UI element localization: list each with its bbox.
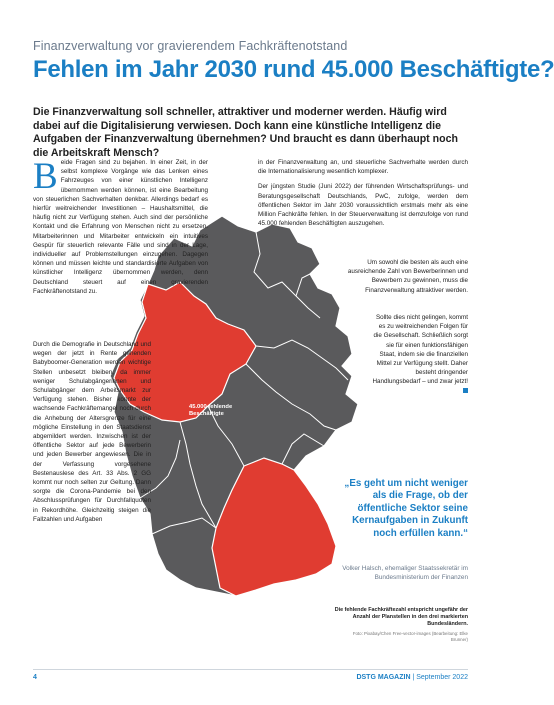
col2-paragraph-2: Der jüngsten Studie (Juni 2022) der führenden Wirtschaftsprüfungs- und Beratungsgesellschaft Deutschlands, PwC, zufolge, werden dem öffentlichen Sektor im Jahr 2030 voraussichtlich erstmals mehr als eine Million Fachkräfte fehlen. In der Steuerverwaltung ist demzufolge von rund 45.000 fehlenden Beschäftigten auszugehen. bbox=[258, 183, 468, 228]
page-number: 4 bbox=[33, 674, 37, 681]
quote-author: Volker Halsch, ehemaliger Staatssekretär im Bundesministerium der Finanzen bbox=[342, 565, 468, 581]
col2-paragraph-3: Um sowohl die besten als auch eine ausreichende Zahl von Bewerberinnen und Bewerbern zu gewinnen, muss die Finanzverwaltung attraktiver werden. bbox=[347, 259, 468, 294]
col2-paragraph-4 bbox=[372, 313, 468, 396]
col2-paragraph-1: in der Finanzverwaltung an, und steuerliche Sachverhalte werden durch die Internationalisierung wesentlich komplexer. bbox=[258, 159, 468, 176]
footer-divider bbox=[33, 669, 468, 670]
map-caption: Die fehlende Fachkräftezahl entspricht ungefähr der Anzahl der Planstellen in den drei markierten Bundesländern. bbox=[334, 607, 468, 627]
demografie-paragraph: Durch die Demografie in Deutschland und wegen der jetzt in Rente gehenden Babyboomer-Generation werden wichtige Stellen unbesetzt bleiben, da immer weniger Schulabgängerinnen und Schulabgänger dem Arbeitsmarkt zur Verfügung stehen. Bisher konnte der wachsende Fachkräftemangel noch durch die Anhebung der Altersgrenze für eine mögliche Einstellung in den Staatsdienst abgemildert werden. Inzwischen ist der öffentliche Sektor auf jede Bewerberin und jeden Bewerber angewiesen. Die in der Verfassung vorgesehene Bestenauslese des Art. 33 Abs. 2 GG kommt nur noch selten zur Geltung. Dann sorgte die Corona-Pandemie bei den Abschlussprüfungen für Durchfallquoten in Rekordhöhe. Gleichzeitig steigen die Fallzahlen und Aufgaben bbox=[33, 341, 151, 523]
photo-credit: Foto: Pixabay/Chen Free-vector-images (Bearbeitung: Elke Brunner) bbox=[352, 631, 468, 642]
issue-date: | September 2022 bbox=[412, 674, 468, 681]
drop-cap: B bbox=[33, 156, 58, 197]
intro-paragraph bbox=[33, 158, 208, 296]
kicker: Finanzverwaltung vor gravierendem Fachkräftenotstand bbox=[33, 39, 348, 53]
headline: Fehlen im Jahr 2030 rund 45.000 Beschäftigte? bbox=[33, 56, 554, 83]
column-1-lower bbox=[33, 340, 151, 530]
map-label: 45.000 fehlende Beschäftigte bbox=[189, 404, 233, 418]
pull-quote: „Es geht um nicht weniger als die Frage, ob der öffentliche Sektor seine Kernaufgaben in Zukunft noch erfüllen kann.“ bbox=[344, 478, 468, 539]
intro-text: eide Fragen sind zu bejahen. In einer Zeit, in der selbst komplexe Vorgänge wie das Lenken eines Fahrzeuges von einer künstlichen Intelligenz übernommen werden können, ist eine Bearbeitung von steuerlichen Sachverhalten denkbar. Allerdings bedarf es hierfür weitreichender Investitionen – Haushaltsmittel, die häufig nicht zur Verfügung stehen. Auch sind der persönliche Kontakt und die Erfahrung von Menschen nicht zu ersetzen. Mitarbeiterinnen und Mitarbeiter entwickeln ein intuitives Gespür für steuerlich relevante Fälle und sind in der Lage, individueller auf Problemstellungen einzugehen. Dagegen können und müssen leichte und standardisierte Aufgaben von künstlicher Intelligenz übernommen werden, denn Deutschland steuert auf einen gravierenden Fachkräftenotstand zu. bbox=[33, 159, 208, 295]
col2-paragraph-4-text: Sollte dies nicht gelingen, kommt es zu weitreichenden Folgen für die Gesellschaft. Schließlich sorgt sie für einen funktionsfähigen Staat, indem sie die finanziellen Mittel zur Verfügung stellt. Daher besteht dringender Handlungsbedarf – und zwar jetzt! bbox=[372, 314, 468, 386]
footer-magazine-info bbox=[300, 674, 468, 681]
end-mark-icon bbox=[463, 388, 468, 393]
magazine-name: DSTG MAGAZIN bbox=[356, 674, 411, 681]
lead-paragraph: Die Finanzverwaltung soll schneller, attraktiver und moderner werden. Häufig wird dabei auf die Digitalisierung verwiesen. Doch kann eine künstliche Intelligenz die Aufgaben der Finanzverwaltung übernehmen? Und braucht es dann überhaupt noch die Arbeitskraft Mensch? bbox=[33, 106, 458, 159]
column-2-upper bbox=[258, 158, 468, 234]
column-1-upper bbox=[33, 158, 208, 302]
